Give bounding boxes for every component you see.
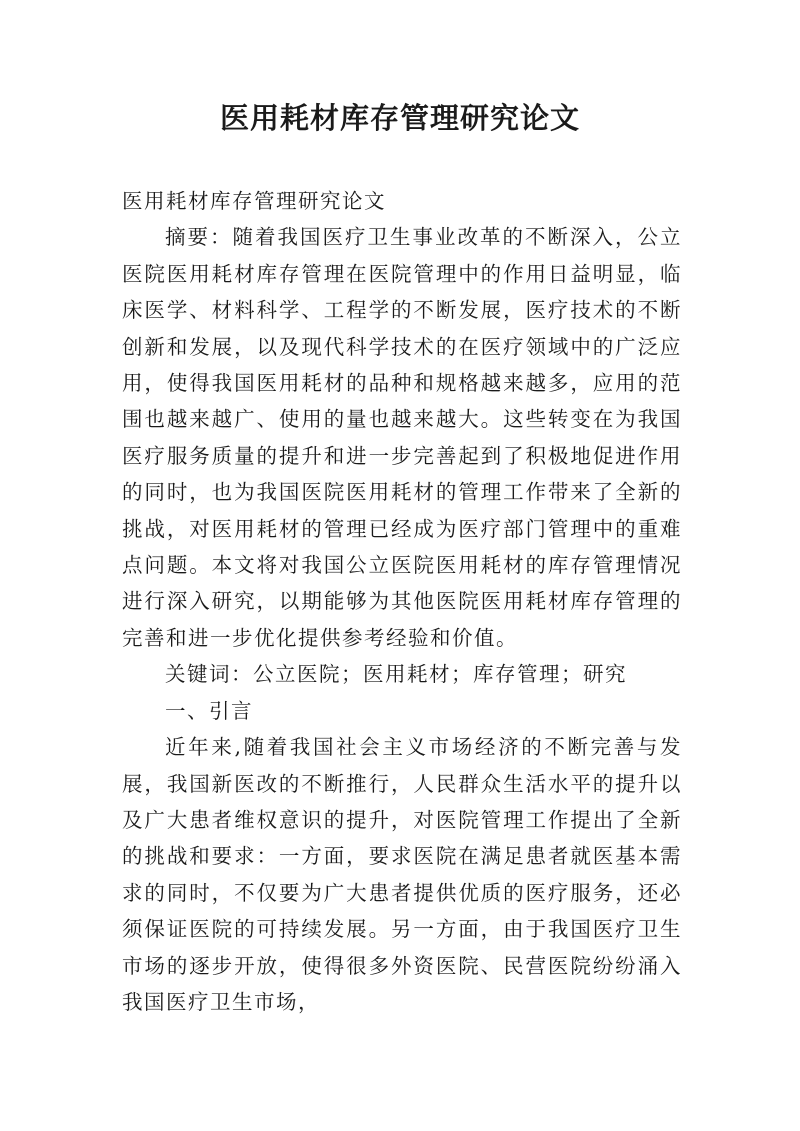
- document-title: 医用耗材库存管理研究论文: [219, 101, 580, 135]
- section-heading: 一、引言: [165, 698, 254, 723]
- keywords-line: 关键词：公立医院；医用耗材；库存管理；研究: [165, 662, 628, 687]
- document-subtitle: 医用耗材库存管理研究论文: [122, 189, 386, 213]
- body-paragraph: 近年来,随着我国社会主义市场经济的不断完善与发展，我国新医改的不断推行，人民群众生活水平的提升以及广大患者维权意识的提升，对医院管理工作提出了全新的挑战和要求：一方面，要求医院在满足患者就医基本需求的同时，不仅要为广大患者提供优质的医疗服务，还必须保证医院的可持续发展。另一方面，由于我国医疗卫生市场的逐步开放，使得很多外资医院、民营医院纷纷涌入我国医疗卫生市场，: [122, 735, 682, 1014]
- document-body: [122, 183, 682, 1020]
- abstract-paragraph: 摘要：随着我国医疗卫生事业改革的不断深入，公立医院医用耗材库存管理在医院管理中的作用日益明显，临床医学、材料科学、工程学的不断发展，医疗技术的不断创新和发展，以及现代科学技术的在医疗领域中的广泛应用，使得我国医用耗材的品种和规格越来越多，应用的范围也越来越广、使用的量也越来越大。这些转变在为我国医疗服务质量的提升和进一步完善起到了积极地促进作用的同时，也为我国医院医用耗材的管理工作带来了全新的挑战，对医用耗材的管理已经成为医疗部门管理中的重难点问题。本文将对我国公立医院医用耗材的库存管理情况进行深入研究，以期能够为其他医院医用耗材库存管理的完善和进一步优化提供参考经验和价值。: [122, 225, 682, 650]
